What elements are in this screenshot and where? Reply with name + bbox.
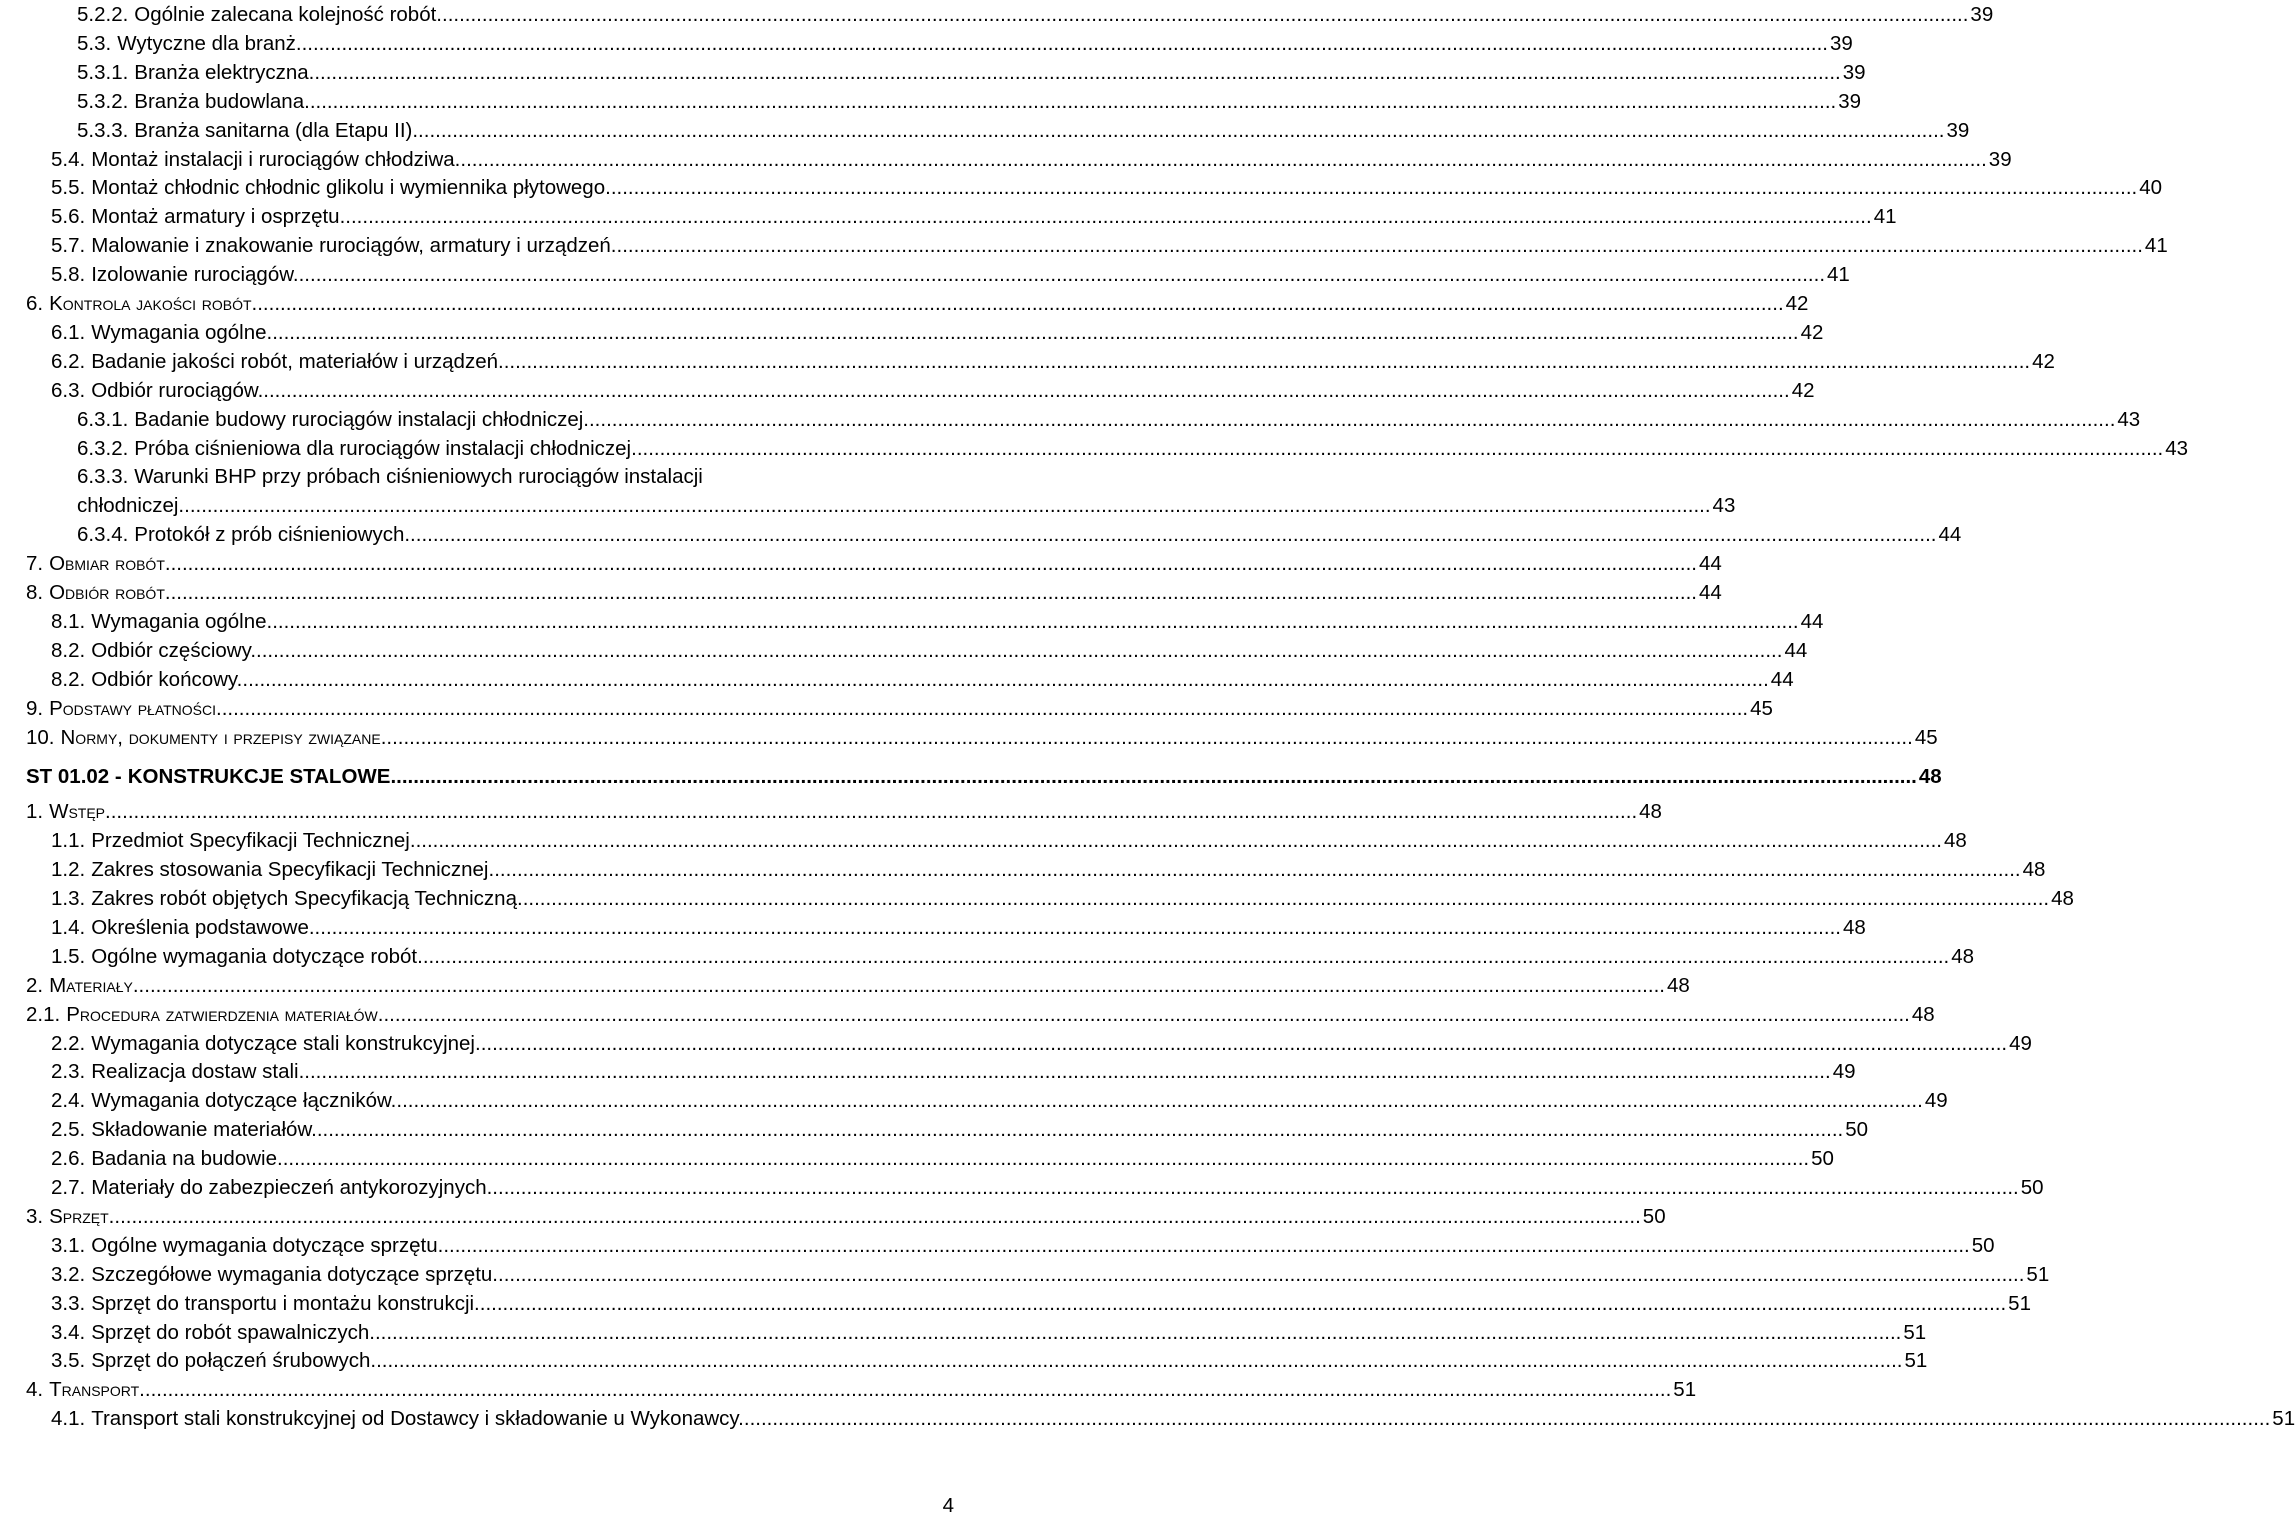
toc-entry[interactable] [26,550,1722,578]
toc-entry-title: Szczegółowe wymagania dotyczące sprzętu. [91,1262,498,1286]
toc-leader-dots [317,1116,1843,1144]
toc-entry-page: 41 [1827,263,1850,287]
toc-entry[interactable] [51,1116,1869,1144]
toc-entry-number: 2.2. [51,1031,86,1055]
toc-entry[interactable] [26,798,1662,826]
toc-leader-dots [272,608,1798,636]
toc-entry-number: 1.3. [51,887,86,910]
toc-entry[interactable] [26,579,1722,607]
toc-entry-title: Protokół z prób ciśnieniowych. [134,523,411,547]
toc-entry[interactable] [26,724,1938,752]
toc-entry-title: Podstawy płatności. [49,696,222,720]
toc-entry-number: 2.5. [51,1118,86,1142]
toc-entry-title: Ogólnie zalecana kolejność robót. [134,3,442,26]
toc-entry-number: 6.3.3. [77,465,129,489]
toc-leader-dots [390,763,1916,791]
toc-leader-dots [242,666,1768,694]
toc-entry[interactable] [77,435,2189,463]
toc-entry-page: 51 [1673,1378,1697,1402]
toc-leader-dots [256,637,1782,665]
toc-entry[interactable] [26,1001,1935,1029]
toc-leader-dots [460,146,1986,174]
toc-leader-dots [171,579,1697,607]
toc-leader-dots [184,492,1710,520]
toc-leader-dots [442,1,1968,29]
toc-leader-dots [314,59,1840,87]
toc-entry[interactable] [26,695,1773,723]
toc-entry-number: 1.2. [51,858,86,882]
toc-entry-number: 8.2. [51,667,86,691]
toc-entry-page: 50 [1845,1118,1869,1142]
toc-entry[interactable] [51,1232,1995,1260]
toc-entry-number: 4. [26,1378,44,1402]
toc-entry-page: 49 [1832,1060,1856,1084]
toc-entry-number: 6.1. [51,320,86,344]
toc-entry-page: 51 [2008,1291,2031,1315]
toc-entry-title: Izolowanie rurociągów. [91,263,299,287]
toc-entry-page: 44 [1699,581,1722,604]
toc-leader-dots [302,30,1828,58]
toc-entry-title: Próba ciśnieniowa dla rurociągów instalacji chłodniczej. [134,436,637,460]
toc-entry-page: 50 [1811,1147,1834,1171]
toc-entry-title: Badanie budowy rurociągów instalacji chłodniczej. [134,407,589,431]
toc-entry-page: 51 [1903,1320,1927,1344]
toc-entry-page: 48 [1951,944,1975,968]
toc-entry-page: 48 [1639,800,1662,824]
toc-entry-number: 6.3. [51,378,86,402]
toc-entry-page: 48 [2022,858,2046,882]
toc-entry-page: 48 [1666,973,1690,997]
toc-entry[interactable] [26,1203,1666,1231]
toc-entry-title: Malowanie i znakowanie rurociągów, armatury i urządzeń. [91,234,617,258]
toc-entry-number: 5.5. [51,176,86,200]
toc-leader-dots [315,914,1841,942]
toc-entry-title: Zakres stosowania Specyfikacji Technicznej. [91,858,495,882]
toc-entry-page: 42 [2032,349,2055,373]
toc-entry-page: 41 [2144,234,2168,258]
toc-entry-title: Sprzęt do robót spawalniczych. [91,1320,375,1344]
toc-entry-title: Warunki BHP przy próbach ciśnieniowych rurociągów instalacji [134,465,703,489]
toc-entry-page: 48 [1918,765,1942,789]
toc-entry-page: 42 [1800,320,1824,344]
toc-entry-number: 5.3.1. [77,60,129,84]
toc-leader-dots [272,319,1798,347]
toc-entry-title: Realizacja dostaw stali. [91,1060,305,1084]
toc-entry-title: Wstęp. [49,800,111,824]
toc-leader-dots [523,885,2049,913]
toc-entry[interactable] [51,1030,2032,1058]
toc-entry[interactable] [51,146,2012,174]
toc-entry[interactable] [51,1058,1856,1086]
toc-entry-title: Kontrola jakości robót. [49,292,258,315]
toc-leader-dots [494,856,2020,884]
toc-entry-page: 51 [2272,1407,2295,1431]
toc-entry-number: ST 01.02 - [26,765,122,789]
toc-entry[interactable] [51,856,2046,884]
toc-entry-number: 1.1. [51,829,86,853]
toc-entry-title: Transport stali konstrukcyjnej od Dostawcy i składowanie u Wykonawcy. [91,1407,744,1431]
toc-entry-number: 7. [26,552,44,576]
toc-entry-number: 1. [26,800,44,824]
toc-entry-title: Sprzęt do połączeń śrubowych. [91,1349,377,1373]
page-number: 4 [942,1494,954,1517]
toc-entry[interactable] [51,827,1967,855]
toc-entry-title: Określenia podstawowe. [91,915,315,939]
toc-entry-title: Ogólne wymagania dotyczące sprzętu. [91,1233,444,1257]
toc-entry-number: 8. [26,581,44,604]
toc-entry-page: 44 [1784,638,1808,662]
toc-entry-page: 45 [1914,725,1938,749]
toc-entry-page: 49 [1924,1089,1948,1113]
toc-entry-page: 39 [1988,147,2012,171]
toc-entry[interactable] [51,232,2168,260]
toc-entry-number: 6.2. [51,349,86,373]
toc-leader-dots [443,1232,1969,1260]
toc-entry[interactable] [51,608,1824,636]
toc-leader-dots [383,1001,1909,1029]
toc-entry-title: Wymagania ogólne. [91,320,273,344]
toc-entry[interactable] [77,406,2141,434]
toc-entry-title: Branża elektryczna. [134,60,315,84]
toc-entry-page: 39 [1838,89,1862,113]
toc-entry[interactable] [77,30,1853,58]
toc-entry-page: 49 [2009,1031,2032,1055]
toc-entry-title: Wytyczne dla branż. [117,31,302,55]
toc-entry-title: Badania na budowie. [91,1147,283,1171]
toc-leader-dots [504,348,2030,376]
toc-entry[interactable] [51,1405,2295,1433]
toc-entry-number: 5.2.2. [77,3,129,26]
toc-entry-number: 9. [26,696,44,720]
toc-entry-title: Wymagania ogólne. [91,609,273,633]
toc-entry-page: 44 [1800,609,1824,633]
toc-entry-title: Transport. [49,1378,145,1402]
toc-entry-page: 39 [1842,60,1866,84]
toc-entry[interactable] [26,763,1942,791]
toc-leader-dots [375,1319,1901,1347]
toc-entry-page: 43 [2117,407,2141,431]
toc-entry-number: 3. [26,1204,44,1228]
toc-entry-number: 4.1. [51,1407,86,1431]
toc-entry-title: KONSTRUKCJE STALOWE [127,765,391,789]
toc-entry-title: Montaż chłodnic chłodnic glikolu i wymiennika płytowego. [91,176,611,200]
toc-entry-number: 5.3. [77,31,112,55]
toc-leader-dots [386,724,1912,752]
toc-entry-page: 39 [1830,31,1853,55]
toc-entry[interactable] [51,943,1975,971]
toc-entry-page: 44 [1938,523,1962,547]
toc-leader-dots [263,377,1789,405]
toc-leader-dots [423,943,1949,971]
toc-entry-title: chłodniczej. [77,494,185,518]
toc-entry-number: 5.7. [51,234,86,258]
toc-entry-page: 40 [2139,176,2163,200]
toc-entry-number: 5.3.3. [77,118,129,142]
toc-leader-dots [222,695,1748,723]
toc-leader-dots [410,521,1936,549]
toc-entry-title: Zakres robót objętych Specyfikacją Techniczną. [91,887,523,910]
toc-leader-dots [111,798,1637,826]
toc-entry-page: 43 [1712,494,1736,518]
toc-entry-page: 39 [1946,118,1970,142]
toc-entry-number: 8.2. [51,638,86,662]
toc-entry[interactable] [51,1087,1948,1115]
toc-entry-title: Przedmiot Specyfikacji Technicznej. [91,829,416,853]
toc-entry-title: Sprzęt do transportu i montażu konstrukcji. [91,1291,480,1315]
toc-leader-dots [416,827,1942,855]
toc-leader-dots [139,972,1665,1000]
toc-entry-page: 45 [1750,696,1773,720]
toc-entry-number: 2. [26,973,44,997]
toc-leader-dots [481,1030,2007,1058]
toc-entry[interactable] [26,290,1809,318]
toc-entry[interactable] [77,521,1962,549]
toc-entry-number: 8.1. [51,609,86,633]
toc-entry-title: Branża budowlana. [134,89,310,113]
toc-entry[interactable] [51,377,1815,405]
toc-entry-number: 2.3. [51,1060,86,1084]
toc-leader-dots [114,1203,1640,1231]
toc-leader-dots [376,1347,1902,1375]
toc-entry[interactable] [26,972,1690,1000]
toc-leader-dots [589,406,2115,434]
toc-entry[interactable] [51,203,1897,231]
toc-leader-dots [617,232,2143,260]
toc-entry[interactable] [51,1145,1834,1173]
toc-leader-dots [257,290,1783,318]
toc-leader-dots [299,261,1825,289]
toc-entry-number: 6.3.1. [77,407,129,431]
toc-entry[interactable] [51,261,1850,289]
toc-leader-dots [145,1376,1671,1404]
toc-leader-dots [418,117,1944,145]
toc-leader-dots [480,1290,2006,1318]
toc-leader-dots [744,1405,2270,1433]
toc-entry-title: Montaż armatury i osprzętu. [91,205,346,229]
toc-entry[interactable] [51,666,1794,694]
toc-entry-page: 48 [2051,887,2074,910]
toc-entry[interactable] [51,1261,2050,1289]
toc-entry-number: 5.6. [51,205,86,229]
toc-entry-title: Obmiar robót. [49,552,171,576]
toc-entry-title: Materiały do zabezpieczeń antykorozyjnych. [91,1176,493,1199]
toc-entry[interactable] [77,59,1866,87]
toc-entry[interactable] [51,319,1824,347]
toc-leader-dots [396,1087,1922,1115]
toc-entry[interactable] [51,637,1808,665]
toc-entry-page: 51 [2026,1262,2050,1286]
toc-entry-number: 3.1. [51,1233,86,1257]
toc-entry-number: 6. [26,292,44,315]
toc-entry-number: 6.3.4. [77,523,129,547]
toc-entry-page: 44 [1770,667,1794,691]
toc-entry-page: 42 [1785,292,1809,315]
toc-entry[interactable] [26,1376,1697,1404]
toc-entry-title: Wymagania dotyczące łączników. [91,1089,397,1113]
toc-entry-page: 48 [1943,829,1967,853]
toc-entry-title: Materiały. [49,973,139,997]
toc-entry-number: 5.8. [51,263,86,287]
toc-entry-number: 1.5. [51,944,86,968]
toc-entry-title: Ogólne wymagania dotyczące robót. [91,944,423,968]
toc-leader-dots [171,550,1697,578]
toc-entry-page: 43 [2165,436,2189,460]
toc-entry[interactable] [51,174,2163,202]
toc-entry-page: 50 [1971,1233,1995,1257]
toc-entry-number: 10. [26,725,55,749]
toc-entry-title: Odbiór robót. [49,581,171,604]
toc-entry-title: Badanie jakości robót, materiałów i urządzeń. [91,349,504,373]
toc-entry-page: 41 [1873,205,1897,229]
toc-entry[interactable] [77,1,1994,29]
toc-entry[interactable] [77,492,1736,520]
toc-entry-number: 6.3.2. [77,436,129,460]
toc-entry-title: Procedura zatwierdzenia materiałów. [66,1002,384,1026]
toc-entry[interactable] [51,1347,1928,1375]
toc-entry-title: Odbiór częściowy. [91,638,257,662]
toc-leader-dots [637,435,2163,463]
toc-entry-page: 42 [1791,378,1815,402]
toc-entry-title: Odbiór rurociągów. [91,378,264,402]
toc-entry-title: Montaż instalacji i rurociągów chłodziwa. [91,147,461,171]
toc-entry-title: Branża sanitarna (dla Etapu II). [134,118,419,142]
toc-leader-dots [498,1261,2024,1289]
toc-entry[interactable] [51,914,1866,942]
toc-entry-page: 44 [1699,552,1722,576]
toc-entry[interactable] [51,1174,2044,1202]
toc-entry-page: 48 [1842,915,1866,939]
toc-entry-title: Składowanie materiałów. [91,1118,317,1142]
toc-leader-dots [304,1058,1830,1086]
toc-entry-number: 2.4. [51,1089,86,1113]
toc-entry-title: Wymagania dotyczące stali konstrukcyjnej. [91,1031,481,1055]
toc-entry-number: 3.2. [51,1262,86,1286]
toc-entry-number: 1.4. [51,915,86,939]
toc-entry-page: 48 [1911,1002,1935,1026]
toc-leader-dots [492,1174,2018,1202]
toc-entry-number: 3.4. [51,1320,86,1344]
toc-entry[interactable] [77,463,960,491]
toc-entry[interactable] [51,1319,1927,1347]
toc-entry[interactable] [51,1290,2031,1318]
toc-entry-title: Normy, dokumenty i przepisy związane. [60,725,387,749]
toc-leader-dots [345,203,1871,231]
toc-leader-dots [310,88,1836,116]
toc-entry-number: 5.3.2. [77,89,129,113]
toc-entry-number: 3.3. [51,1291,86,1315]
toc-entry-number: 2.1. [26,1002,61,1026]
toc-entry[interactable] [77,117,1970,145]
toc-leader-dots [283,1145,1809,1173]
toc-entry-title: Sprzęt. [49,1204,115,1228]
toc-entry-number: 2.6. [51,1147,86,1171]
toc-entry-page: 50 [1642,1204,1666,1228]
toc-entry[interactable] [77,88,1862,116]
toc-entry-page: 50 [2020,1176,2044,1199]
toc-entry-title: Odbiór końcowy. [91,667,243,691]
toc-entry[interactable] [51,885,2074,913]
toc-entry[interactable] [51,348,2055,376]
toc-entry-page: 51 [1904,1349,1928,1373]
toc-entry-number: 2.7. [51,1176,86,1199]
toc-entry-number: 3.5. [51,1349,86,1373]
toc-entry-number: 5.4. [51,147,86,171]
toc-entry-page: 39 [1970,3,1994,26]
toc-leader-dots [611,174,2137,202]
